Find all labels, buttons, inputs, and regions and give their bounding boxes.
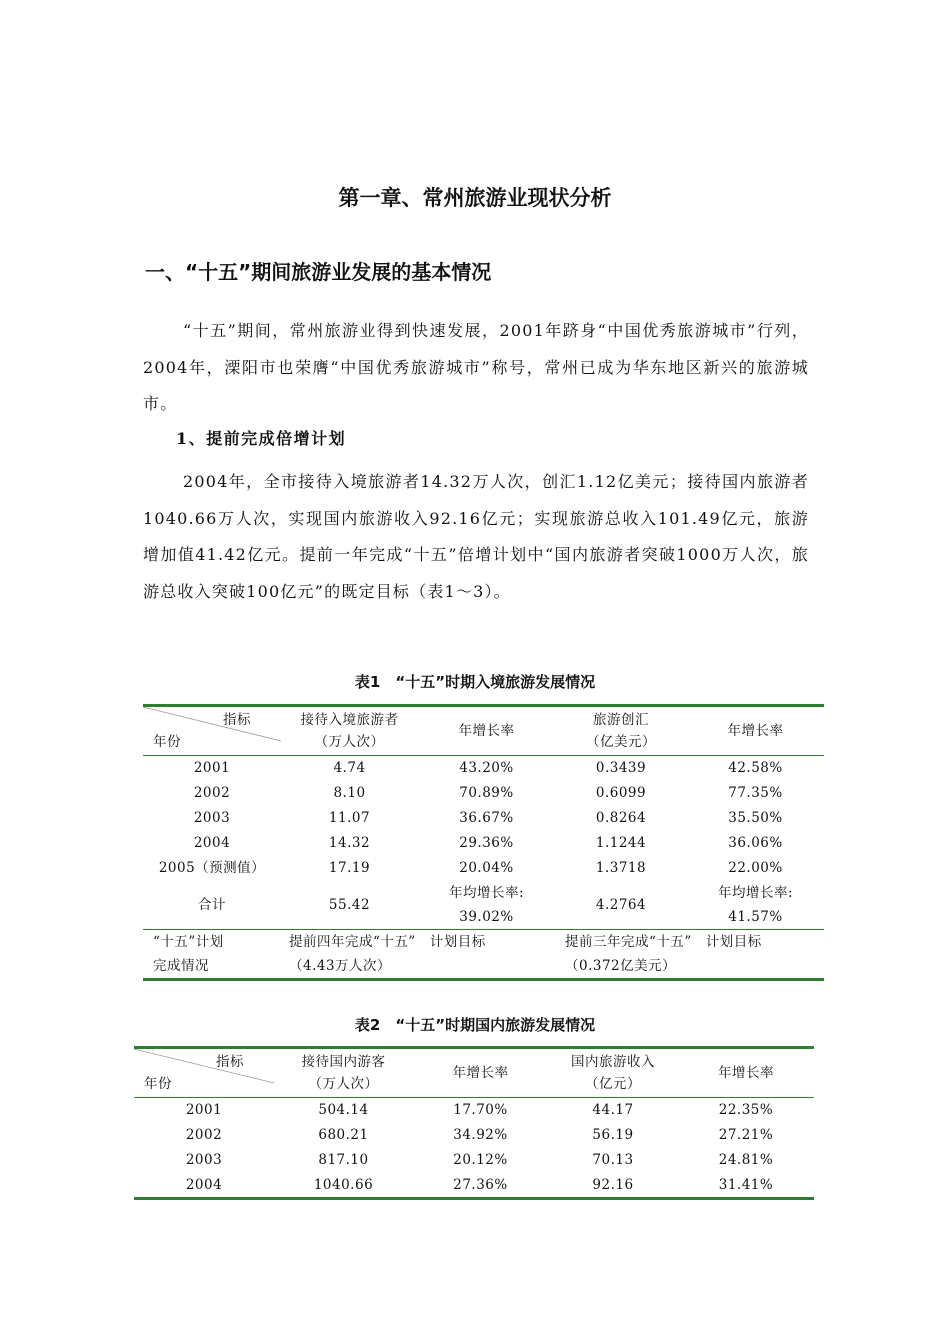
value-cell: 34.92% (453, 1127, 508, 1143)
value-cell: 92.16 (592, 1176, 634, 1193)
col-growth-rate: 年增长率 (678, 1048, 814, 1098)
value-cell: 27.36% (453, 1176, 508, 1193)
value-cell: 17.19 (328, 860, 371, 876)
plan-visitors-cell: 提前四年完成“十五” 计划目标 （4.43万人次） (281, 929, 555, 979)
table-row (143, 781, 824, 806)
intro-paragraph: “十五”期间，常州旅游业得到快速发展，2001年跻身“中国优秀旅游城市”行列，2004年，溧阳市也荣膺“中国优秀旅游城市”称号，常州已成为华东地区新兴的旅游城市。 (143, 321, 809, 413)
col-domestic-visitors: 接待国内游客 （万人次） (274, 1048, 413, 1098)
table-row (143, 756, 824, 781)
table-header-row (143, 706, 824, 756)
value-cell: 0.8264 (595, 810, 647, 826)
value-cell: 70.89% (459, 785, 514, 801)
value-cell: 4.74 (333, 760, 366, 777)
value-cell: 36.06% (728, 835, 783, 851)
table-row (143, 831, 824, 856)
table2-caption: 表2 “十五”时期国内旅游发展情况 (354, 1016, 596, 1034)
table1-caption: 表1 “十五”时期入境旅游发展情况 (354, 673, 596, 691)
chapter-title: 第一章、常州旅游业现状分析 (338, 186, 612, 210)
diagonal-header-cell (143, 706, 281, 756)
table-row (134, 1123, 814, 1148)
total-label: 合计 (198, 896, 226, 913)
diagonal-header-cell (134, 1048, 274, 1098)
value-cell: 31.41% (718, 1176, 774, 1193)
value-cell: 56.19 (592, 1127, 634, 1143)
total-row (143, 881, 824, 930)
table-row (143, 806, 824, 831)
value-cell: 44.17 (592, 1102, 634, 1119)
year-cell: 2002 (185, 1127, 223, 1143)
value-cell: 0.3439 (595, 760, 647, 777)
value-cell: 17.70% (453, 1102, 508, 1119)
col-growth-rate: 年增长率 (413, 1048, 548, 1098)
indicator-label: 指标 (223, 712, 251, 728)
value-cell: 20.12% (453, 1152, 508, 1168)
indicator-label: 指标 (216, 1054, 244, 1070)
table-row (134, 1098, 814, 1123)
value-cell: 1040.66 (313, 1176, 374, 1193)
table-row (134, 1173, 814, 1199)
col-domestic-revenue: 国内旅游收入 （亿元） (548, 1048, 678, 1098)
value-cell: 36.67% (459, 810, 514, 826)
year-cell: 2005（预测值） (158, 860, 266, 876)
value-cell: 680.21 (318, 1127, 369, 1143)
year-cell: 2004 (185, 1176, 223, 1193)
col-foreign-exchange: 旅游创汇 （亿美元） (555, 706, 687, 756)
plan-completion-row (143, 929, 824, 979)
value-cell: 1.3718 (595, 860, 647, 876)
value-cell: 817.10 (318, 1152, 369, 1168)
value-cell: 29.36% (459, 835, 514, 851)
year-label: 年份 (144, 1076, 172, 1092)
year-cell: 2003 (185, 1152, 223, 1168)
year-cell: 2003 (193, 810, 231, 826)
value-cell: 504.14 (318, 1102, 369, 1119)
year-cell: 2001 (193, 760, 231, 777)
value-cell: 70.13 (592, 1152, 634, 1168)
subheading-doubling-plan: 1、提前完成倍增计划 (176, 429, 347, 448)
value-cell: 20.04% (459, 860, 514, 876)
table-header-row (134, 1048, 814, 1098)
domestic-tourism-table (134, 1046, 814, 1200)
col-growth-rate: 年增长率 (418, 706, 555, 756)
value-cell: 43.20% (459, 760, 514, 777)
col-growth-rate: 年增长率 (687, 706, 824, 756)
section-title: 一、“十五”期间旅游业发展的基本情况 (145, 260, 492, 284)
value-cell: 4.2764 (595, 896, 647, 913)
value-cell: 77.35% (728, 785, 783, 801)
value-cell: 14.32 (328, 835, 371, 851)
value-cell: 8.10 (333, 785, 366, 801)
value-cell: 42.58% (728, 760, 783, 777)
year-cell: 2001 (185, 1102, 223, 1119)
table-row (143, 856, 824, 881)
year-label: 年份 (153, 734, 181, 750)
statistics-paragraph: 2004年，全市接待入境旅游者14.32万人次，创汇1.12亿美元；接待国内旅游者1040.66万人次，实现国内旅游收入92.16亿元；实现旅游总收入101.49亿元，旅游增加值41.42亿元。提前一年完成“十五”倍增计划中“国内旅游者突破1000万人次，旅游总收入突破100亿元”的既定目标（表1～3）。 (143, 472, 809, 601)
value-cell: 年均增长率: 41.57% (717, 884, 794, 925)
value-cell: 22.00% (728, 860, 783, 876)
year-cell: 2004 (193, 835, 231, 851)
table-row (134, 1148, 814, 1173)
plan-fx-cell: 提前三年完成“十五” 计划目标 （0.372亿美元） (555, 929, 824, 979)
value-cell: 1.1244 (595, 835, 647, 851)
value-cell: 0.6099 (595, 785, 647, 801)
value-cell: 22.35% (718, 1102, 774, 1119)
col-inbound-visitors: 接待入境旅游者 （万人次） (281, 706, 418, 756)
inbound-tourism-table (143, 704, 824, 981)
value-cell: 年均增长率: 39.02% (448, 884, 525, 925)
value-cell: 55.42 (328, 896, 371, 913)
plan-label: “十五”计划 完成情况 (143, 929, 281, 979)
value-cell: 24.81% (718, 1152, 774, 1168)
value-cell: 11.07 (328, 810, 371, 826)
value-cell: 27.21% (718, 1127, 774, 1143)
value-cell: 35.50% (728, 810, 783, 826)
year-cell: 2002 (193, 785, 231, 801)
